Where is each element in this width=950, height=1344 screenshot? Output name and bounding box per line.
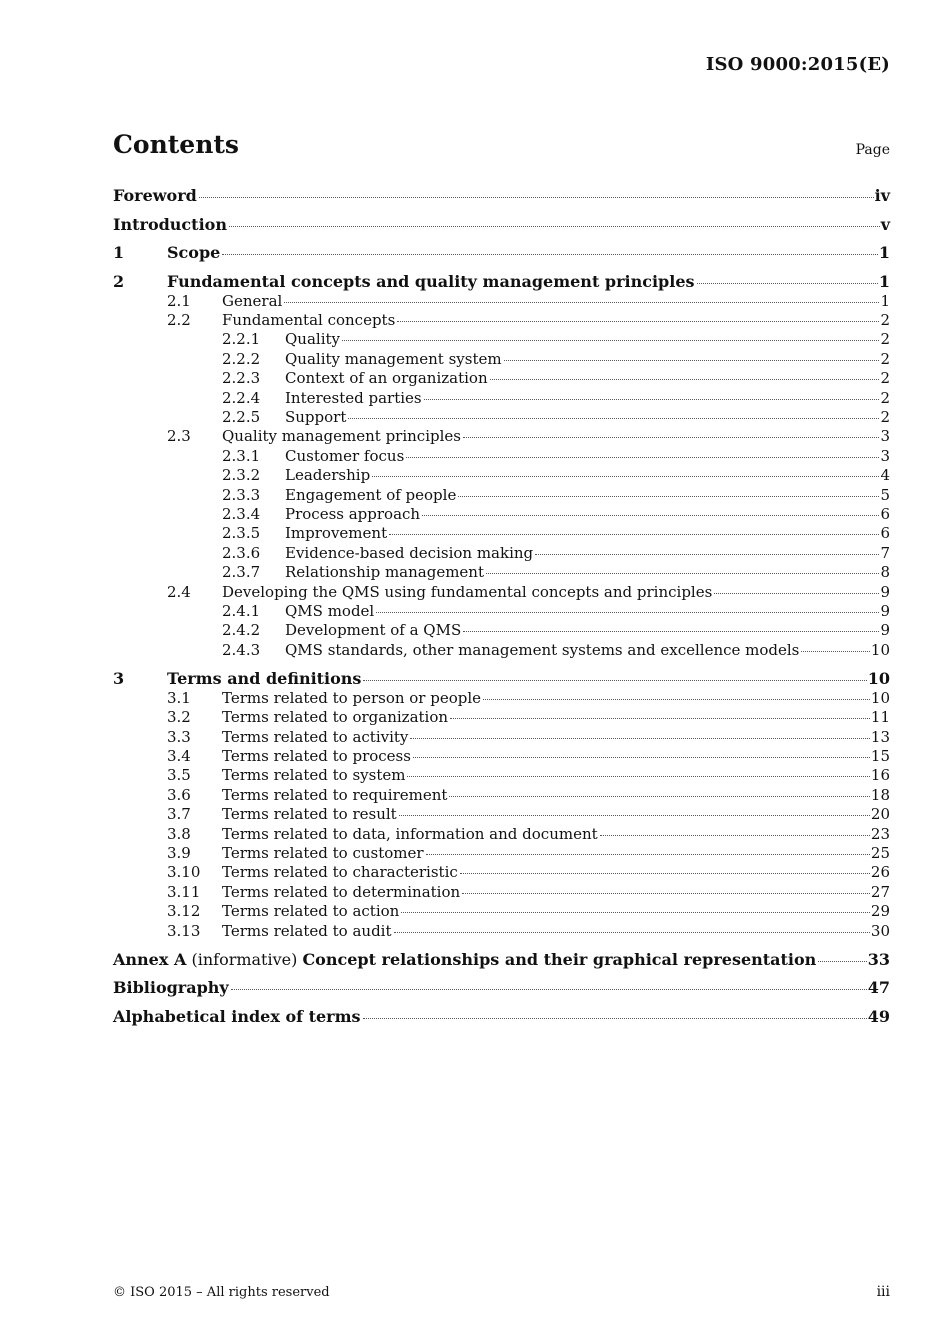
toc-entry[interactable]	[113, 669, 890, 689]
toc-entry[interactable]	[113, 563, 890, 582]
toc-entry[interactable]	[113, 427, 890, 446]
toc-entry-title: Terms related to action	[222, 902, 400, 921]
toc-leader-dots	[376, 612, 879, 613]
toc-entry-page: 10	[867, 668, 890, 688]
toc-entry-number: 3.11	[167, 882, 201, 901]
toc-entry-number: 2.3.5	[222, 524, 261, 543]
toc-entry-number: 2.4.1	[222, 602, 261, 620]
toc-entry-page: 33	[867, 949, 890, 969]
toc-leader-dots	[458, 496, 879, 497]
toc-entry-title: Evidence-based decision making	[285, 543, 534, 562]
toc-entry-number: 3.12	[167, 902, 201, 921]
toc-entry[interactable]	[113, 978, 890, 998]
toc-entry-title: Support	[285, 407, 347, 426]
footer-page-number: iii	[876, 1284, 890, 1300]
toc-entry-title: Scope	[167, 243, 221, 262]
toc-leader-dots	[348, 418, 879, 419]
toc-leader-dots	[231, 989, 867, 990]
toc-entry-title: Interested parties	[285, 388, 422, 407]
toc-leader-dots	[363, 680, 866, 681]
toc-entry-title: Fundamental concepts	[222, 310, 396, 329]
toc-entry[interactable]	[113, 215, 890, 235]
toc-entry[interactable]	[113, 922, 890, 941]
toc-entry-page: 2	[880, 349, 890, 368]
toc-entry-page: iv	[874, 186, 890, 205]
toc-entry-title	[113, 950, 816, 970]
toc-entry[interactable]	[113, 805, 890, 824]
toc-entry-title: Development of a QMS	[285, 621, 462, 640]
toc-entry-page: 29	[870, 902, 890, 921]
toc-entry-number: 2.3.3	[222, 485, 261, 504]
toc-entry-number: 2.2.5	[222, 407, 261, 426]
toc-leader-dots	[449, 796, 869, 797]
toc-entry-page: 30	[870, 921, 890, 940]
toc-leader-dots	[399, 815, 870, 816]
toc-entry[interactable]	[113, 466, 890, 485]
toc-entry-page: 11	[870, 708, 890, 727]
toc-leader-dots	[410, 738, 869, 739]
toc-entry-title: QMS model	[285, 602, 375, 620]
toc-entry-number: 1	[113, 243, 125, 262]
toc-leader-dots	[397, 321, 879, 322]
footer-copyright: © ISO 2015 – All rights reserved	[113, 1285, 330, 1300]
toc-leader-dots	[406, 457, 879, 458]
toc-leader-dots	[535, 554, 879, 555]
toc-entry[interactable]	[113, 524, 890, 543]
toc-leader-dots	[401, 912, 870, 913]
toc-entry[interactable]	[113, 883, 890, 902]
toc-entry-number: 3.9	[167, 843, 191, 862]
toc-entry-title: Relationship management	[285, 563, 484, 582]
toc-entry-title: Process approach	[285, 504, 421, 523]
toc-entry-number: 3.5	[167, 766, 191, 785]
toc-entry-title: Terms related to system	[222, 766, 406, 785]
toc-entry-number: 2.3.6	[222, 543, 261, 562]
toc-entry-number: 2.1	[167, 291, 191, 310]
toc-leader-dots	[284, 302, 879, 303]
toc-entry[interactable]	[113, 689, 890, 708]
toc-entry-page: 2	[880, 369, 890, 388]
toc-entry-page: 27	[870, 882, 890, 901]
toc-entry[interactable]	[113, 728, 890, 747]
toc-entry[interactable]	[113, 766, 890, 785]
toc-entry-page: 6	[880, 504, 890, 523]
toc-entry[interactable]	[113, 447, 890, 466]
toc-entry-page: v	[880, 214, 890, 234]
toc-entry-title: Terms related to activity	[222, 727, 409, 746]
toc-leader-dots	[229, 226, 880, 227]
toc-entry-page: 26	[870, 863, 890, 882]
toc-entry-title: Alphabetical index of terms	[113, 1006, 361, 1026]
toc-entry-title: Terms and definitions	[167, 668, 362, 688]
toc-leader-dots	[426, 854, 870, 855]
toc-entry-title: General	[222, 291, 283, 310]
toc-entry-page: 5	[880, 485, 890, 504]
toc-entry-page: 2	[880, 310, 890, 329]
toc-entry[interactable]	[113, 844, 890, 863]
toc-entry-title: Improvement	[285, 524, 388, 543]
toc-entry[interactable]	[113, 505, 890, 524]
toc-entry-title: Terms related to requirement	[222, 785, 448, 804]
toc-entry-page: 8	[880, 563, 890, 582]
toc-entry-page: 1	[878, 243, 890, 262]
toc-entry[interactable]	[113, 708, 890, 727]
toc-entry-page: 13	[870, 727, 890, 746]
toc-leader-dots	[714, 593, 879, 594]
toc-entry[interactable]	[113, 330, 890, 349]
toc-entry-number: 2.4	[167, 582, 191, 601]
toc-entry[interactable]	[113, 786, 890, 805]
toc-entry[interactable]	[113, 408, 890, 427]
toc-entry[interactable]	[113, 747, 890, 766]
toc-entry-number: 2.3	[167, 427, 191, 446]
toc-entry[interactable]	[113, 292, 890, 311]
toc-leader-dots	[818, 961, 866, 962]
toc-leader-dots	[413, 757, 870, 758]
toc-entry-page: 16	[870, 766, 890, 785]
toc-entry-title: Terms related to data, information and document	[222, 824, 598, 843]
toc-entry-page: 25	[870, 843, 890, 862]
toc-leader-dots	[463, 437, 879, 438]
toc-leader-dots	[600, 835, 870, 836]
toc-entry-page: 15	[870, 746, 890, 765]
toc-leader-dots	[222, 254, 878, 255]
toc-entry[interactable]	[113, 641, 890, 660]
toc-entry-title: Terms related to person or people	[222, 688, 482, 707]
toc-leader-dots	[424, 399, 880, 400]
toc-entry-page: 20	[870, 805, 890, 824]
toc-entry-number: 2.3.1	[222, 446, 261, 465]
toc-entry[interactable]	[113, 950, 890, 970]
toc-entry-page: 4	[880, 466, 890, 485]
toc-entry-title: Engagement of people	[285, 485, 457, 504]
toc-entry-number: 3.13	[167, 921, 201, 940]
toc-entry-number: 2.2.2	[222, 349, 261, 368]
toc-entry[interactable]	[113, 311, 890, 330]
toc-entry-page: 2	[880, 330, 890, 349]
toc-entry-number: 3.3	[167, 727, 191, 746]
toc-entry-title-qualifier: (informative)	[186, 949, 303, 969]
toc-leader-dots	[462, 893, 870, 894]
toc-entry-page: 2	[880, 407, 890, 426]
toc-entry-number: 2.2.3	[222, 369, 261, 388]
toc-entry-page: 9	[880, 621, 890, 640]
toc-entry-title: Introduction	[113, 214, 227, 234]
toc-entry-title: QMS standards, other management systems and excellence models	[285, 640, 800, 659]
toc-entry-title: Quality	[285, 330, 340, 349]
toc-entry-number: 2.4.3	[222, 640, 261, 659]
toc-entry-page: 1	[880, 291, 890, 310]
toc-entry-title: Terms related to audit	[222, 921, 392, 940]
toc-leader-dots	[460, 873, 870, 874]
toc-entry-page: 2	[880, 388, 890, 407]
toc-entry-title: Quality management principles	[222, 427, 461, 446]
toc-entry-page: 23	[870, 824, 890, 843]
page-column-label: Page	[855, 142, 890, 158]
toc-entry-page: 3	[880, 427, 890, 446]
toc-entry-page: 10	[870, 688, 890, 707]
toc-leader-dots	[483, 699, 870, 700]
toc-entry-number: 2.3.7	[222, 563, 261, 582]
toc-entry-number: 3.7	[167, 805, 191, 824]
toc-entry-page: 6	[880, 524, 890, 543]
toc-entry-number: 3.10	[167, 863, 201, 882]
toc-entry[interactable]	[113, 1007, 890, 1027]
toc-leader-dots	[801, 651, 870, 652]
toc-entry[interactable]	[113, 369, 890, 388]
toc-entry-page: 9	[880, 602, 890, 620]
toc-entry-page: 18	[870, 785, 890, 804]
toc-entry-number: 3.2	[167, 708, 191, 727]
toc-entry-page: 7	[880, 543, 890, 562]
toc-entry-page: 9	[880, 582, 890, 601]
toc-entry-title: Fundamental concepts and quality management principles	[167, 271, 695, 291]
toc-entry[interactable]	[113, 486, 890, 505]
toc-entry-page: 1	[878, 271, 890, 291]
toc-entry-number: 2.3.4	[222, 504, 261, 523]
toc-leader-dots	[372, 476, 879, 477]
contents-heading: Contents	[113, 130, 240, 159]
toc-entry[interactable]	[113, 389, 890, 408]
toc-entry-title: Terms related to characteristic	[222, 863, 458, 882]
toc-entry-number: 2.4.2	[222, 621, 261, 640]
toc-entry-number: 3	[113, 668, 125, 688]
document-id: ISO 9000:2015(E)	[705, 54, 890, 75]
toc-entry[interactable]	[113, 583, 890, 602]
toc-leader-dots	[389, 534, 879, 535]
toc-entry-title: Terms related to result	[222, 805, 397, 824]
toc-entry-number: 3.4	[167, 746, 191, 765]
toc-entry[interactable]	[113, 825, 890, 844]
toc-leader-dots	[486, 573, 879, 574]
toc-leader-dots	[697, 283, 878, 284]
toc-entry-title: Foreword	[113, 186, 197, 205]
toc-entry-number: 2	[113, 271, 125, 291]
toc-entry[interactable]	[113, 544, 890, 563]
toc-entry-page: 47	[867, 978, 890, 997]
toc-entry-title: Developing the QMS using fundamental concepts and principles	[222, 582, 713, 601]
toc-entry-title-part: Concept relationships and their graphical representation	[302, 949, 817, 969]
toc-leader-dots	[363, 1018, 867, 1019]
toc-entry-page: 49	[867, 1006, 890, 1026]
toc-entry[interactable]	[113, 186, 890, 206]
toc-entry-number: 2.2.4	[222, 388, 261, 407]
toc-entry[interactable]	[113, 243, 890, 263]
toc-entry-title: Bibliography	[113, 978, 229, 997]
toc-entry[interactable]	[113, 272, 890, 292]
toc-entry-title-part: Annex A	[113, 949, 187, 969]
toc-leader-dots	[463, 631, 879, 632]
toc-leader-dots	[450, 718, 870, 719]
toc-entry-title: Terms related to determination	[222, 882, 461, 901]
toc-entry-title: Quality management system	[285, 349, 502, 368]
toc-entry-page: 10	[870, 640, 890, 659]
toc-entry[interactable]	[113, 602, 890, 621]
toc-entry[interactable]	[113, 621, 890, 640]
toc-leader-dots	[342, 340, 879, 341]
toc-entry[interactable]	[113, 863, 890, 882]
toc-entry-number: 2.2.1	[222, 330, 261, 349]
toc-leader-dots	[504, 360, 880, 361]
toc-entry-number: 2.2	[167, 310, 191, 329]
toc-entry-number: 3.8	[167, 824, 191, 843]
table-of-contents	[113, 186, 890, 1027]
toc-entry-page: 3	[880, 446, 890, 465]
toc-leader-dots	[394, 932, 870, 933]
toc-entry[interactable]	[113, 902, 890, 921]
toc-entry[interactable]	[113, 350, 890, 369]
toc-leader-dots	[407, 776, 869, 777]
toc-entry-title: Customer focus	[285, 446, 405, 465]
toc-entry-title: Terms related to customer	[222, 843, 424, 862]
toc-entry-number: 3.6	[167, 785, 191, 804]
toc-entry-title: Context of an organization	[285, 369, 488, 388]
toc-entry-title: Terms related to process	[222, 746, 411, 765]
toc-leader-dots	[422, 515, 879, 516]
toc-entry-number: 3.1	[167, 688, 191, 707]
toc-leader-dots	[490, 379, 880, 380]
toc-leader-dots	[199, 197, 874, 198]
toc-entry-number: 2.3.2	[222, 466, 261, 485]
toc-entry-title: Leadership	[285, 466, 371, 485]
toc-entry-title: Terms related to organization	[222, 708, 449, 727]
